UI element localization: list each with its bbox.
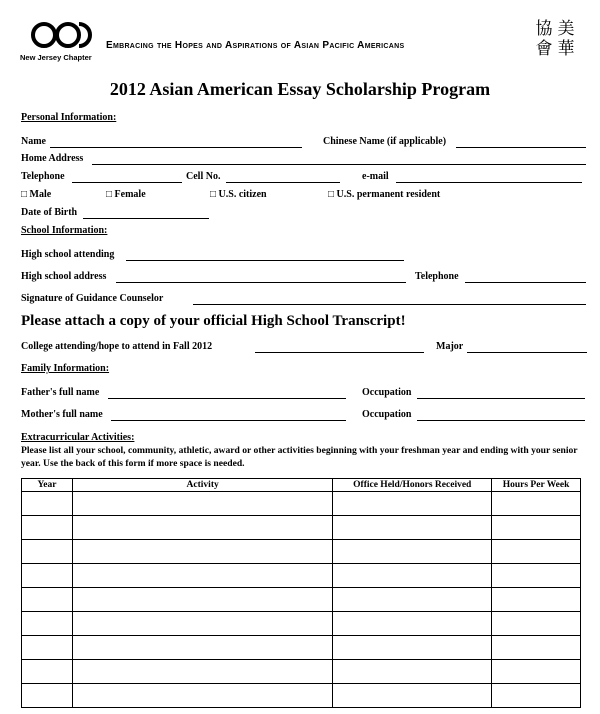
- counselor-signature-label: Signature of Guidance Counselor: [21, 293, 164, 304]
- school-info-heading: School Information:: [21, 225, 108, 236]
- year-cell[interactable]: [22, 636, 73, 660]
- chinese-logo-text: [533, 20, 577, 60]
- col-hours: Hours Per Week: [492, 479, 581, 492]
- hours-cell[interactable]: [492, 516, 581, 540]
- year-cell[interactable]: [22, 684, 73, 708]
- father-occupation-label: Occupation: [362, 387, 412, 398]
- office-cell[interactable]: [333, 540, 492, 564]
- telephone-label: Telephone: [21, 171, 65, 182]
- office-cell[interactable]: [333, 588, 492, 612]
- table-row: [22, 540, 581, 564]
- high-school-field[interactable]: [126, 260, 404, 261]
- year-cell[interactable]: [22, 516, 73, 540]
- office-cell[interactable]: [333, 612, 492, 636]
- office-cell[interactable]: [333, 516, 492, 540]
- activity-cell[interactable]: [72, 588, 332, 612]
- home-address-field[interactable]: [92, 164, 586, 165]
- college-field[interactable]: [255, 352, 424, 353]
- hours-cell[interactable]: [492, 684, 581, 708]
- email-label: e-mail: [362, 171, 389, 182]
- office-cell[interactable]: [333, 660, 492, 684]
- hours-cell[interactable]: [492, 540, 581, 564]
- activity-cell[interactable]: [72, 660, 332, 684]
- hours-cell[interactable]: [492, 492, 581, 516]
- year-cell[interactable]: [22, 564, 73, 588]
- cjk-char-2: 美: [557, 19, 575, 39]
- father-name-field[interactable]: [108, 398, 346, 399]
- table-row: [22, 492, 581, 516]
- hours-cell[interactable]: [492, 588, 581, 612]
- page-title: 2012 Asian American Essay Scholarship Program: [109, 79, 491, 99]
- table-row: [22, 516, 581, 540]
- cjk-char-3: 會: [535, 39, 553, 59]
- extracurricular-instructions: Please list all your school, community, athletic, award or other activities beginning with your freshman year and ending with your senior year. Use the back of this form if more space is needed.: [21, 445, 578, 469]
- high-school-label: High school attending: [21, 249, 115, 260]
- name-field[interactable]: [50, 147, 302, 148]
- telephone-field[interactable]: [72, 182, 182, 183]
- year-cell[interactable]: [22, 660, 73, 684]
- year-cell[interactable]: [22, 540, 73, 564]
- col-year: Year: [22, 479, 73, 492]
- dob-label: Date of Birth: [21, 207, 78, 218]
- school-telephone-field[interactable]: [465, 282, 586, 283]
- activity-cell[interactable]: [72, 492, 332, 516]
- permanent-resident-checkbox[interactable]: □ U.S. permanent resident: [328, 189, 441, 200]
- hours-cell[interactable]: [492, 564, 581, 588]
- mother-name-label: Mother's full name: [21, 409, 103, 420]
- high-school-address-label: High school address: [21, 271, 107, 282]
- father-occupation-field[interactable]: [417, 398, 585, 399]
- mother-name-field[interactable]: [111, 420, 346, 421]
- dob-field[interactable]: [83, 218, 209, 219]
- col-office: Office Held/Honors Received: [333, 479, 492, 492]
- hours-cell[interactable]: [492, 660, 581, 684]
- activity-cell[interactable]: [72, 684, 332, 708]
- tagline: Embracing the Hopes and Aspirations of Asian Pacific Americans: [106, 40, 405, 51]
- cjk-char-4: 華: [557, 39, 575, 59]
- activities-table: [21, 478, 581, 708]
- table-row: [22, 612, 581, 636]
- family-info-heading: Family Information:: [21, 363, 110, 374]
- mother-occupation-field[interactable]: [417, 420, 585, 421]
- chapter-name: New Jersey Chapter: [20, 53, 92, 62]
- office-cell[interactable]: [333, 564, 492, 588]
- activities-header-row: [22, 479, 581, 492]
- year-cell[interactable]: [22, 612, 73, 636]
- mother-occupation-label: Occupation: [362, 409, 412, 420]
- year-cell[interactable]: [22, 492, 73, 516]
- office-cell[interactable]: [333, 492, 492, 516]
- name-label: Name: [21, 136, 46, 147]
- table-row: [22, 684, 581, 708]
- home-address-label: Home Address: [21, 153, 84, 164]
- chapter-logo: [30, 20, 94, 50]
- cjk-char-1: 協: [535, 19, 553, 39]
- hours-cell[interactable]: [492, 612, 581, 636]
- major-label: Major: [436, 341, 464, 352]
- activity-cell[interactable]: [72, 516, 332, 540]
- father-name-label: Father's full name: [21, 387, 100, 398]
- transcript-note: Please attach a copy of your official High School Transcript!: [21, 313, 406, 329]
- cell-field[interactable]: [226, 182, 340, 183]
- high-school-address-field[interactable]: [116, 282, 406, 283]
- office-cell[interactable]: [333, 684, 492, 708]
- activity-cell[interactable]: [72, 564, 332, 588]
- table-row: [22, 564, 581, 588]
- college-label: College attending/hope to attend in Fall 2012: [21, 341, 213, 352]
- hours-cell[interactable]: [492, 636, 581, 660]
- chinese-name-field[interactable]: [456, 147, 586, 148]
- chinese-name-label: Chinese Name (if applicable): [323, 136, 447, 147]
- female-checkbox[interactable]: □ Female: [106, 189, 146, 200]
- personal-info-heading: Personal Information:: [21, 112, 117, 123]
- male-checkbox[interactable]: □ Male: [21, 189, 52, 200]
- citizen-checkbox[interactable]: □ U.S. citizen: [210, 189, 267, 200]
- activity-cell[interactable]: [72, 540, 332, 564]
- school-telephone-label: Telephone: [415, 271, 459, 282]
- table-row: [22, 636, 581, 660]
- office-cell[interactable]: [333, 636, 492, 660]
- activity-cell[interactable]: [72, 612, 332, 636]
- extracurricular-heading: Extracurricular Activities:: [21, 432, 135, 443]
- year-cell[interactable]: [22, 588, 73, 612]
- cell-label: Cell No.: [186, 171, 221, 182]
- counselor-signature-field[interactable]: [193, 304, 586, 305]
- major-field[interactable]: [467, 352, 587, 353]
- activity-cell[interactable]: [72, 636, 332, 660]
- table-row: [22, 660, 581, 684]
- table-row: [22, 588, 581, 612]
- col-activity: Activity: [72, 479, 332, 492]
- email-field[interactable]: [396, 182, 582, 183]
